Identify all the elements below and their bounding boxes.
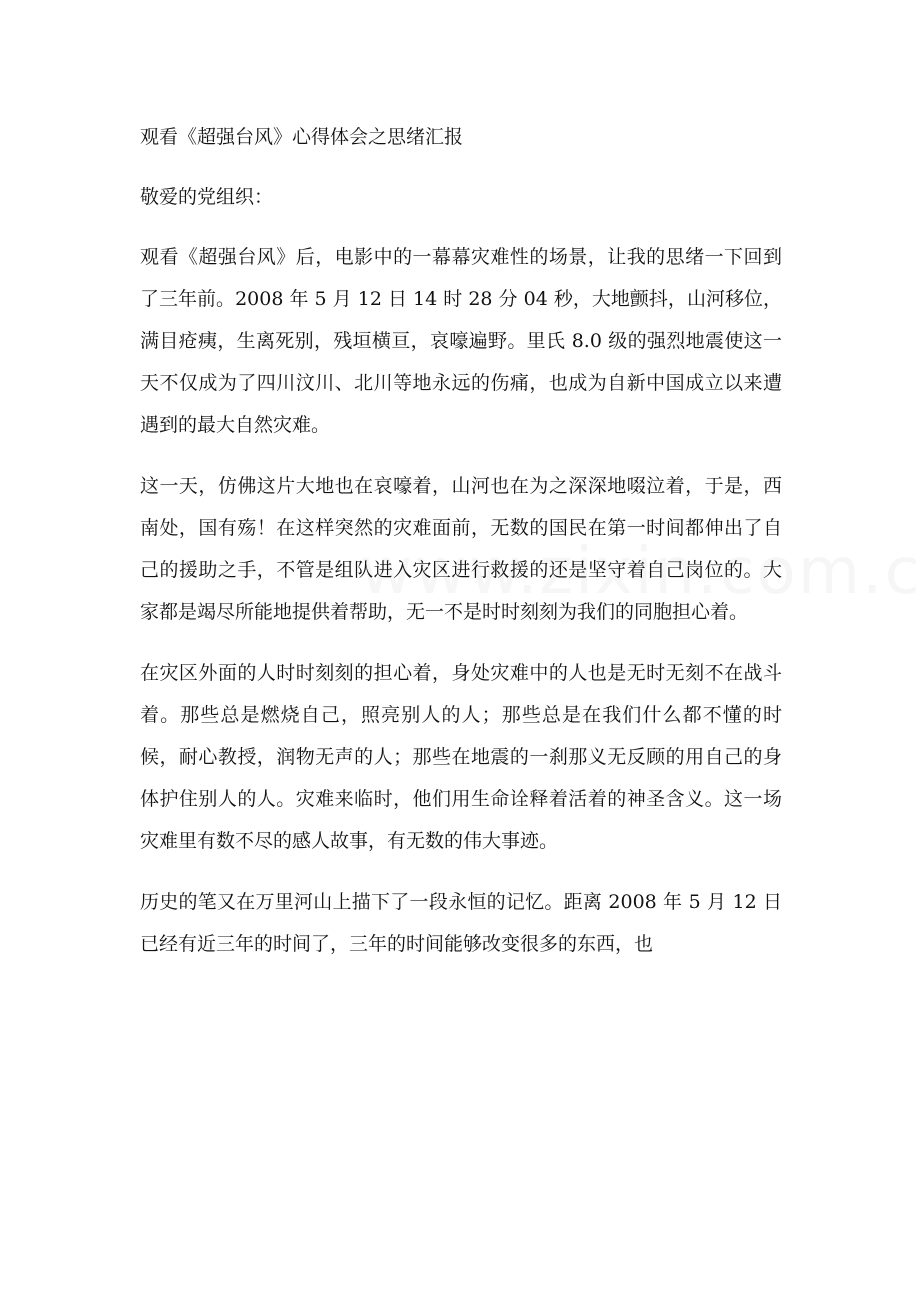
paragraph-4: 历史的笔又在万里河山上描下了一段永恒的记忆。距离 2008 年 5 月 12 日已经有近三年的时间了，三年的时间能够改变很多的东西，也 xyxy=(140,891,782,955)
document-body xyxy=(140,116,782,984)
document-title: 观看《超强台风》心得体会之思绪汇报 xyxy=(140,126,464,148)
paragraph-3: 在灾区外面的人时时刻刻的担心着，身处灾难中的人也是无时无刻不在战斗着。那些总是燃烧自己，照亮别人的人；那些总是在我们什么都不懂的时候，耐心教授，润物无声的人；那些在地震的一刹那义无反顾的用自己的身体护住别人的人。灾难来临时，他们用生命诠释着活着的神圣含义。这一场灾难里有数不尽的感人故事，有无数的伟大事迹。 xyxy=(140,662,782,852)
salutation: 敬爱的党组织： xyxy=(140,186,274,208)
paragraph-2: 这一天，仿佛这片大地也在哀嚎着，山河也在为之深深地啜泣着，于是，西南处，国有殇！在这样突然的灾难面前，无数的国民在第一时间都伸出了自己的援助之手，不管是组队进入灾区进行救援的还是坚守着自己岗位的。大家都是竭尽所能地提供着帮助，无一不是时时刻刻为我们的同胞担心着。 xyxy=(140,475,782,623)
paragraph-1: 观看《超强台风》后，电影中的一幕幕灾难性的场景，让我的思绪一下回到了三年前。2008 年 5 月 12 日 14 时 28 分 04 秒，大地颤抖，山河移位，满目疮痍，生离死别，残垣横亘，哀嚎遍野。里氏 8.0 级的强烈地震使这一天不仅成为了四川汶川、北川等地永远的伤痛，也成为自新中国成立以来遭遇到的最大自然灾难。 xyxy=(140,246,782,436)
